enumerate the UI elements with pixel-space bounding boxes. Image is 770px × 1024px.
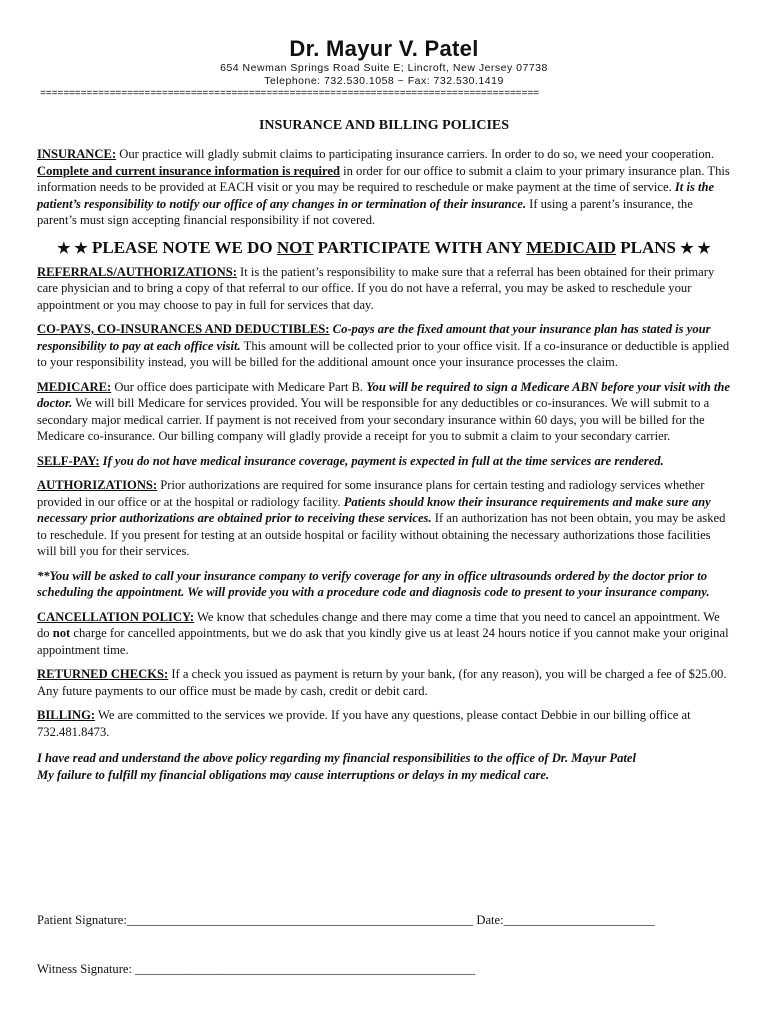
practice-address: 654 Newman Springs Road Suite E; Lincroft, New Jersey 07738 — [220, 62, 548, 74]
referrals-label: REFERRALS/AUTHORIZATIONS: — [37, 264, 237, 279]
policy-document — [37, 36, 731, 783]
selfpay-label: SELF-PAY: — [37, 453, 100, 468]
star-icon: ★ ★ — [57, 240, 88, 257]
insurance-responsibility-note: It is the patient’s responsibility to notify our office of any changes in or termination of their insurance. — [37, 180, 715, 211]
star-icon: ★ ★ — [680, 240, 711, 257]
banner-text-2: PARTICIPATE WITH ANY — [313, 237, 527, 257]
banner-not: NOT — [276, 237, 314, 257]
medicare-section — [37, 379, 731, 445]
medicare-abn-note: You will be required to sign a Medicare ABN before your visit with the doctor. — [37, 379, 730, 410]
medicaid-banner — [37, 237, 731, 260]
selfpay-text: If you do not have medical insurance coverage, payment is expected in full at the time services are rendered. — [99, 453, 664, 468]
selfpay-section — [37, 453, 731, 470]
insurance-required-note: Complete and current insurance information is required — [37, 163, 340, 178]
cancellation-section — [37, 609, 731, 659]
copays-text: This amount will be collected prior to your office visit. If a co-insurance or deductible is applied to your responsibility instead, you will be billed for the additional amount once your insurance processes the claim. — [37, 338, 730, 369]
billing-label: BILLING: — [37, 708, 96, 722]
authorizations-note: Patients should know their insurance requirements and make sure any necessary prior authorizations are obtained prior to receiving these services. — [37, 494, 711, 525]
insurance-section — [37, 146, 731, 229]
banner-medicaid: MEDICAID — [526, 237, 616, 257]
copays-note: Co-pays are the fixed amount that your insurance plan has stated is your responsibility to pay at each office visit. — [37, 322, 711, 353]
cancellation-text-1: We know that schedules change and there may come a time that you need to cancel an appointment. We do — [37, 609, 720, 640]
referrals-text: It is the patient’s responsibility to make sure that a referral has been obtained for their primary care physician and to bring a copy of that referral to our office. If you do not have a referral, you may be asked to reschedule your appointment or you may choose to pay in full for services that day. — [37, 264, 715, 312]
insurance-text-1: Our practice will gladly submit claims to participating insurance carriers. In order to do so, we need your cooperation. — [116, 147, 715, 161]
referrals-section — [37, 264, 731, 314]
copays-label: CO-PAYS, CO-INSURANCES AND DEDUCTIBLES: — [37, 322, 330, 336]
authorizations-label: AUTHORIZATIONS: — [37, 478, 158, 492]
copays-section — [37, 321, 731, 371]
doctor-name: Dr. Mayur V. Patel — [289, 36, 479, 61]
header-divider: ====================================================================================== — [40, 89, 539, 100]
medicare-text-2: We will bill Medicare for services provided. You will be responsible for any deductibles or co-insurances. We will submit to a secondary major medical carrier. If payment is not received from your secondary insurance within 60 days, you will be billed for the Medicare co-insurance. Our billing company will gladly provide a receipt for you to submit a claim to your secondary carrier. — [37, 396, 710, 443]
patient-signature-line[interactable]: Patient Signature:_______________________________________________________ Date:________________________ — [37, 913, 655, 927]
witness-signature-line[interactable]: Witness Signature: ______________________________________________________ — [37, 962, 476, 976]
banner-text-1: PLEASE NOTE WE DO — [87, 237, 277, 257]
acknowledgement-line-1: I have read and understand the above policy regarding my financial responsibilities to the office of Dr. Mayur Patel — [37, 751, 637, 765]
returned-checks-text: If a check you issued as payment is return by your bank, (for any reason), you will be charged a fee of $25.00. Any future payments to our office must be made by cash, credit or debit card. — [37, 667, 727, 698]
medicare-text-1: Our office does participate with Medicare Part B. — [111, 379, 367, 394]
document-title: INSURANCE AND BILLING POLICIES — [258, 118, 510, 133]
medicare-label: MEDICARE: — [37, 379, 112, 394]
cancellation-text-2: charge for cancelled appointments, but we do ask that you kindly give us at least 24 hours notice if you cannot make your original appointment time. — [37, 626, 729, 657]
returned-checks-label: RETURNED CHECKS: — [37, 667, 169, 681]
cancellation-not: not — [52, 626, 71, 640]
insurance-label: INSURANCE: — [37, 147, 117, 161]
authorizations-text-1: Prior authorizations are required for some insurance plans for certain testing and radiology services whether provided in our office or at the hospital or radiology facility. — [37, 478, 705, 509]
practice-phone-fax: Telephone: 732.530.1058 ~ Fax: 732.530.1419 — [264, 75, 504, 87]
acknowledgement-line-2: My failure to fulfill my financial obligations may cause interruptions or delays in my medical care. — [37, 767, 550, 782]
billing-text: We are committed to the services we provide. If you have any questions, please contact Debbie in our billing office at 732.481.8473. — [37, 708, 691, 739]
authorizations-text-2: If an authorization has not been obtain, you may be asked to reschedule. If you present for testing at an outside hospital or facility without obtaining the necessary authorizations those facilities will bill you for their services. — [37, 511, 726, 558]
returned-checks-section — [37, 666, 731, 699]
banner-text-3: PLANS — [616, 237, 681, 257]
authorizations-section — [37, 477, 731, 560]
cancellation-label: CANCELLATION POLICY: — [37, 609, 195, 624]
insurance-text-3: If using a parent’s insurance, the parent’s must sign accepting financial responsibility if not covered. — [37, 196, 693, 227]
ultrasound-note: **You will be asked to call your insurance company to verify coverage for any in office ultrasounds ordered by the doctor prior to scheduling the appointment. We will provide you with a procedure code and diagnosis code to present to your insurance company. — [37, 568, 710, 599]
insurance-text-2: in order for our office to submit a claim to your primary insurance plan. This information needs to be provided at EACH visit or you may be required to reschedule or make payment at the time of service. — [37, 163, 730, 194]
acknowledgement — [37, 750, 731, 783]
billing-section — [37, 707, 731, 740]
